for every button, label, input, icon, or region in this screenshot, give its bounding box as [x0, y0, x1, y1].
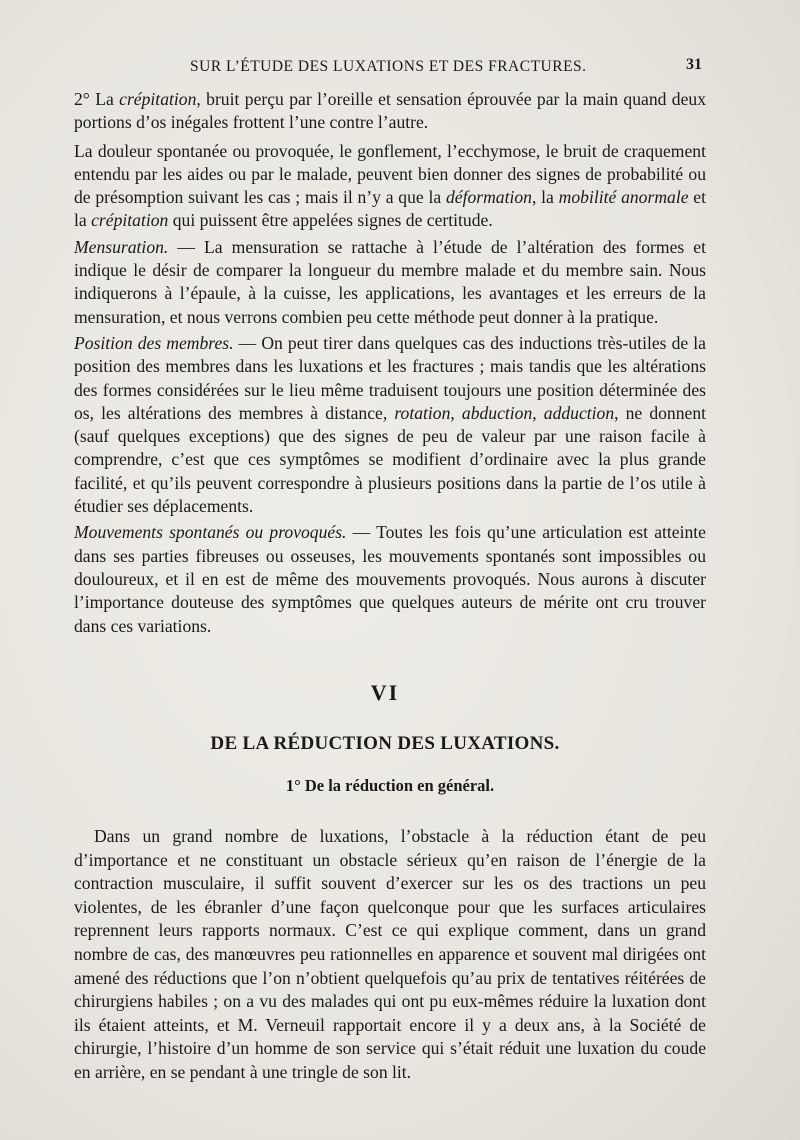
text-run: et la	[74, 187, 706, 231]
page-number: 31	[686, 56, 702, 73]
text-run: 2° La	[74, 89, 120, 109]
text-run: — La mensuration se rattache à l’étude de l’altération des formes et indique le désir de comparer la longueur du membre malade et du membre sain. Nous indiquerons à l’épaule, à la cuisse, les applications, les avantages et les erreurs de la mensuration, et nous verrons combien peu cette méthode peut donner à la pratique.	[74, 236, 706, 327]
paragraph-mouvements	[74, 521, 706, 637]
italic-term: abduction	[461, 402, 533, 423]
italic-term: crépitation	[119, 89, 197, 109]
body-text-upper	[74, 88, 706, 641]
section-title: DE LA RÉDUCTION DES LUXATIONS.	[210, 733, 560, 754]
running-title: SUR L’ÉTUDE DES LUXATIONS ET DES FRACTURES.	[190, 58, 587, 75]
section-number: VI	[370, 680, 400, 705]
text-run: , bruit perçu par l’oreille et sensation éprouvée par la main quand deux portions d’os inégales frottent l’une contre l’autre.	[74, 89, 706, 133]
italic-term: mobilité anormale	[558, 187, 689, 208]
text-run: ,	[450, 402, 462, 423]
text-run: ,	[532, 402, 544, 423]
paragraph-heading: Mensuration.	[74, 236, 169, 257]
italic-term: rotation	[394, 402, 451, 423]
text-run: — Toutes les fois qu’une articulation est atteinte dans ses parties fibreuses ou osseuses, les mouvements spontanés sont impossibles ou douloureux, et il en est de même des mouvements provoqués. Nous aurons à discuter l’importance douteuse des symptômes que quelques auteurs de mérite ont cru trouver dans ces variations.	[74, 522, 706, 636]
paragraph-mensuration	[74, 236, 706, 329]
paragraph-heading: Mouvements spontanés ou provoqués.	[74, 522, 347, 543]
paragraph-crepitation	[74, 88, 706, 135]
italic-term: crépitation	[91, 210, 169, 231]
italic-term: adduction	[543, 402, 615, 423]
paragraph-signes	[74, 140, 706, 233]
paragraph-heading: Position des membres.	[74, 332, 234, 353]
text-run: — On peut tirer dans quelques cas des inductions très-utiles de la position des membres dans les luxations et les fractures ; mais tandis que les altérations des formes considérées sur le lieu même traduisent toujours une position déterminée des os, les altérations des membres à distance,	[74, 332, 706, 423]
text-run: , la	[531, 187, 559, 208]
subsection-title: 1° De la réduction en général.	[285, 776, 495, 795]
italic-term: déformation	[445, 187, 532, 208]
body-text-lower	[74, 825, 706, 1088]
text-run: , ne donnent (sauf quelques exceptions) que des signes de peu de valeur par une raison facile à comprendre, c’est que ces symptômes se modifient d’ordinaire avec la plus grande facilité, et qu’ils peuvent correspondre à plusieurs positions dans la partie de l’os utile à étudier ses déplacements.	[74, 402, 707, 517]
text-run: La douleur spontanée ou provoquée, le gonflement, l’ecchymose, le bruit de craquement entendu par les aides ou par le malade, peuvent bien donner des signes de probabilité ou de présomption suivant les cas ; mais il n’y a que la	[74, 140, 706, 208]
text-run: qui puissent être appelées signes de certitude.	[168, 210, 493, 231]
paragraph-position	[74, 332, 706, 518]
paragraph-reduction: Dans un grand nombre de luxations, l’obstacle à la réduction étant de peu d’importance et ne constituant un obstacle sérieux qu’en raison de l’énergie de la contraction musculaire, il suffit souvent d’exercer sur les os des tractions un peu violentes, de les ébranler d’une façon quelconque pour que les surfaces articulaires reprennent leurs rapports normaux. C’est ce qui explique comment, dans un grand nombre de cas, des manœuvres peu rationnelles en apparence et souvent mal dirigées ont amené des réductions que l’on n’obtient quelquefois qu’au prix de tentatives réitérées de chirurgiens habiles ; on a vu des malades qui ont pu eux-mêmes réduire la luxation dont ils étaient atteints, et M. Verneuil rapportait encore il y a deux ans, à la Société de chirurgie, l’histoire d’un homme de son service qui s’était réduit une luxation du coude en arrière, en se pendant à une tringle de son lit.	[74, 826, 706, 1082]
